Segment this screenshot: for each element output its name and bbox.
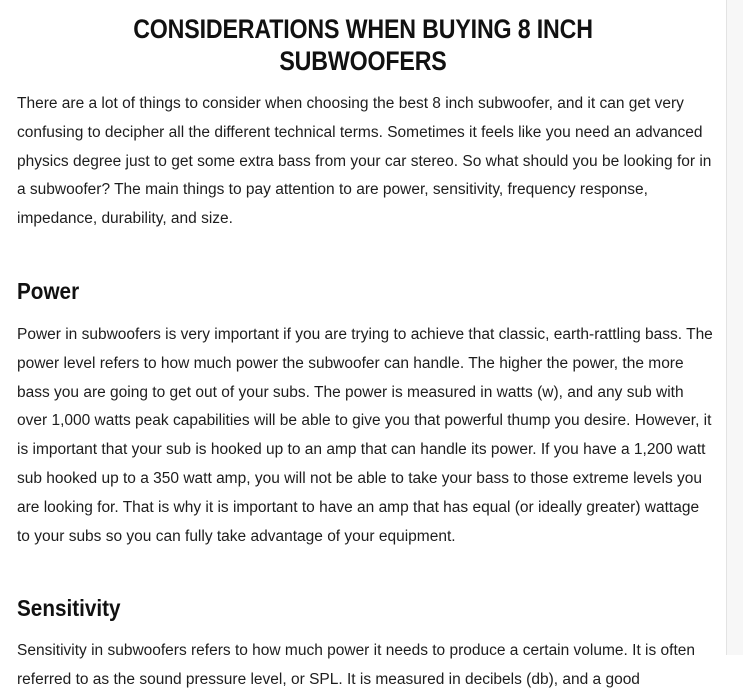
section-body-power: Power in subwoofers is very important if you are trying to achieve that classic, earth-rattling bass. The power level refers to how much power the subwoofer can handle. The higher the power, the more bass you are going to get out of your subs. The power is measured in watts (w), and any sub with over 1,000 watts peak capabilities will be able to give you that powerful thump you desire. However, it is important that your sub is hooked up to an amp that can handle its power. If you have a 1,200 watt sub hooked up to a 350 watt amp, you will not be able to take your bass to those extreme levels you are looking for. That is why it is important to have an amp that has equal (or ideally greater) wattage to your subs so you can fully take advantage of your equipment. — [17, 325, 713, 545]
section-heading-sensitivity: Sensitivity — [17, 595, 121, 622]
section-body-sensitivity: Sensitivity in subwoofers refers to how much power it needs to produce a certain volume. It is often referred to as the sound pressure level, or SPL. It is measured in decibels (db), and a good — [17, 642, 696, 689]
article-content — [0, 90, 726, 695]
right-page-gutter — [726, 0, 743, 655]
intro-paragraph: There are a lot of things to consider when choosing the best 8 inch subwoofer, and it can get very confusing to decipher all the different technical terms. Sometimes it feels like you need an advanced physics degree just to get some extra bass from your car stereo. So what should you be looking for in a subwoofer? The main things to pay attention to are power, sensitivity, frequency response, impedance, durability, and size. — [17, 95, 712, 228]
section-heading-power: Power — [17, 277, 80, 304]
article-title: CONSIDERATIONS WHEN BUYING 8 INCH SUBWOOFERS — [133, 14, 593, 76]
